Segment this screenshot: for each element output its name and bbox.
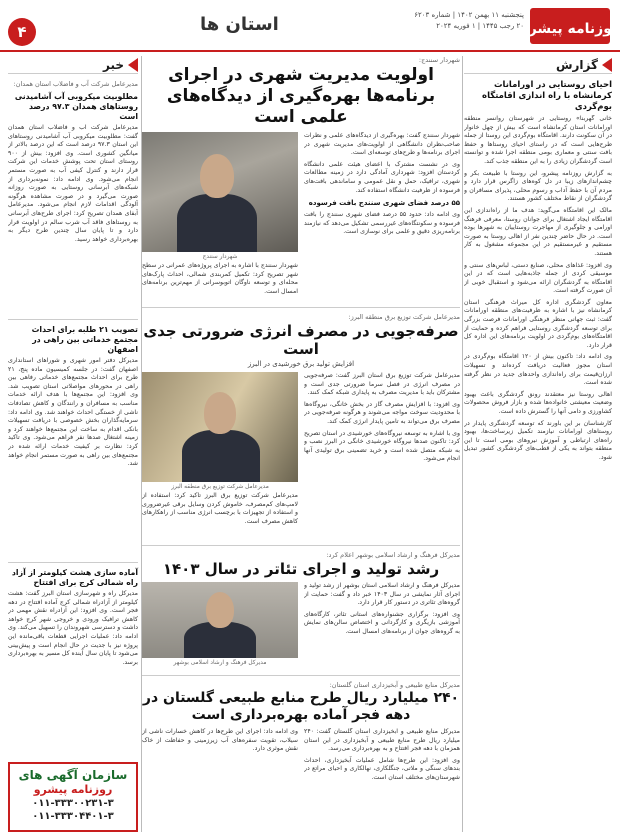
divider xyxy=(142,675,460,676)
story-body xyxy=(304,582,460,670)
ad-title: سازمان آگهی های xyxy=(18,768,128,782)
story-paragraph: وی با اشاره به توسعه نیروگاه‌های خورشیدی در استان تصریح کرد: تاکنون صدها نیروگاه خورشیدی خانگی در البرز نصب و به شبکه متصل شده است و خرید تضمینی برق تولیدی آنها انجام می‌شود. xyxy=(304,429,460,463)
story-paragraph: وی ادامه داد: حدود ۵۵ درصد فضای شهری سنندج را بافت فرسوده و سکونتگاه‌های غیررسمی تشکیل می‌دهد که نیازمند برنامه‌ریزی دقیق و علمی برای نوسازی است. xyxy=(304,211,460,236)
logo-text: وزنامه پیشر xyxy=(530,21,610,37)
story-paragraph: مدیرکل منابع طبیعی و آبخیزداری استان گلستان گفت: ۲۴۰ میلیارد ریال طرح منابع طبیعی و آبخیزداری در این استان همزمان با دهه فجر افتتاح و به بهره‌برداری می‌رسد. xyxy=(304,728,460,753)
story-paragraph: شهردار سنندج گفت: بهره‌گیری از دیدگاه‌های علمی و نظرات صاحب‌نظران دانشگاهی از اولویت‌های مدیریت شهری در اجرای برنامه‌ها و طرح‌های توسعه‌ای است. xyxy=(304,132,460,157)
story-headline: رشد تولید و اجرای تئاتر در سال ۱۴۰۳ xyxy=(162,560,440,578)
story-alborz-power xyxy=(142,313,460,540)
news-tab-label: خبر xyxy=(102,57,124,72)
story-subheadline: افزایش تولید برق خورشیدی در البرز xyxy=(247,360,355,368)
report-paragraph: اهالی روستا نیز معتقدند رونق گردشگری باعث بهبود وضعیت معیشتی خانواده‌ها شده و بازار فروش محصولات کشاورزی و دامی آنها را گسترش داده است. xyxy=(464,390,612,415)
photo-caption: شهردار سنندج xyxy=(202,254,238,260)
ad-subtitle: روزنامه پیشرو xyxy=(33,783,113,796)
report-paragraph: خانی گهربنا» روستایی در شهرستان روانسر منطقه اورامانات استان کرمانشاه است که بیش از چهل خانوار در آن سکونت دارند. اقامتگاه بوم‌گردی این روستا از جمله طرح‌هایی است که در راستای احیای روستاها و حفظ بافت سنتی و معماری بومی منطقه اجرا شده و توانسته است گردشگران زیادی را به این منطقه جذب کند. xyxy=(464,115,612,165)
divider xyxy=(8,319,138,320)
logo-mark-icon xyxy=(530,2,610,50)
story-paragraph: شهردار سنندج با اشاره به اجرای پروژه‌های عمرانی در سطح شهر تصریح کرد: تکمیل کمربندی شمالی، احداث پارک‌های محله‌ای و توسعه ناوگان اتوبوسرانی از مهم‌ترین برنامه‌های امسال است. xyxy=(142,262,298,295)
story-headline: صرفه‌جویی در مصرف انرژی ضرورتی جدی است xyxy=(143,322,459,358)
middle-column xyxy=(142,56,460,832)
news-item-karaj xyxy=(8,568,138,720)
director-photo xyxy=(142,582,298,658)
ad-phone-2[interactable]: ۰۱۱-۳۳۳۰۴۴۰۱-۳ xyxy=(32,811,114,822)
story-body xyxy=(304,372,460,540)
story-kicker: مدیرعامل شرکت توزیع برق منطقه البرز: xyxy=(348,313,460,321)
section-title: استان ها xyxy=(200,14,279,35)
left-column xyxy=(8,56,138,756)
news-item-isfahan xyxy=(8,325,138,557)
section-arrow-icon xyxy=(128,58,138,72)
story-headline: ۲۴۰ میلیارد ریال طرح منابع طبیعی گلستان در دهه فجر آماده بهره‌برداری است xyxy=(142,690,460,723)
mayor-photo xyxy=(142,132,298,252)
issue-date-line: پنجشنبه ۱۱ بهمن ۱۴۰۲ | شماره ۶۲۰۳ xyxy=(414,11,524,19)
report-paragraph: کارشناسان بر این باورند که توسعه گردشگری پایدار در روستاهای اورامانات نیازمند تکمیل زیرساخت‌ها، بهبود راه‌های ارتباطی و آموزش نیروهای بومی است تا این منطقه بتواند به یکی از قطب‌های گردشگری کشور تبدیل شود. xyxy=(464,419,612,461)
news-body: مدیرکل دفتر امور شهری و شوراهای استانداری اصفهان گفت: در جلسه کمیسیون ماده پنج، ۲۱ طرح برای احداث مجتمع‌های خدماتی رفاهی بین راهی در محورهای مواصلاتی استان تصویب شد. وی افزود: این مجتمع‌ها با هدف ارائه خدمات مناسب به مسافران و رانندگان و کاهش تصادفات ناشی از خستگی احداث خواهند شد. وی ادامه داد: سرمایه‌گذاران بخش خصوصی با دریافت تسهیلات بانکی اقدام به ساخت این مجتمع‌ها خواهند کرد و زمینه اشتغال صدها نفر فراهم می‌شود. وی تاکید کرد: نظارت بر کیفیت خدمات ارائه شده در مجتمع‌های بین راهی به صورت مستمر انجام خواهد شد. xyxy=(8,357,138,468)
issue-hijri-line: ۲۰ رجب ۱۴۴۵ | ۱ فوریه ۲۰۲۴ xyxy=(436,22,524,30)
page-number-badge: ۴ xyxy=(8,18,36,46)
news-headline: آماده سازی هشت کیلومتر از آزاد راه شمالی کرج برای افتتاح xyxy=(11,568,138,587)
story-kicker: مدیرکل فرهنگ و ارشاد اسلامی بوشهر اعلام کرد: xyxy=(326,551,460,559)
issue-info xyxy=(414,10,524,32)
story-bushehr-theatre xyxy=(142,551,460,670)
photo-caption: مدیرعامل شرکت توزیع برق منطقه البرز xyxy=(171,484,269,490)
story-paragraph: وی افزود: برگزاری جشنواره‌های استانی تئاتر، کارگاه‌های آموزشی بازیگری و کارگردانی و اختصاص سالن‌های نمایش به گروه‌های جوان از برنامه‌های امسال است. xyxy=(304,610,460,635)
ad-phone-1[interactable]: ۰۱۱-۳۳۳۰۰۲۳۱-۳ xyxy=(32,798,114,809)
report-paragraph: وی افزود: غذاهای محلی، صنایع دستی، لباس‌های سنتی و موسیقی کردی از جمله جاذبه‌هایی است که در این اقامتگاه به گردشگران ارائه می‌شود و استقبال خوبی از آن صورت گرفته است. xyxy=(464,261,612,295)
news-headline: تصویب ۲۱ طلبه برای احداث مجتمع خدماتی بین راهی در اصفهان xyxy=(31,325,138,354)
report-paragraph: معاون گردشگری اداره کل میراث فرهنگی استان کرمانشاه نیز با اشاره به ظرفیت‌های منطقه اورامانات گفت: ثبت جهانی منظر فرهنگی اورامانات فرصت بزرگی برای توسعه گردشگری روستایی فراهم کرده و حمایت از اقامتگاه‌های بوم‌گردی در اولویت برنامه‌های این اداره کل قرار دارد. xyxy=(464,298,612,349)
divider xyxy=(142,307,460,308)
story-sanandaj xyxy=(142,56,460,302)
report-headline: احیای روستایی در اورامانات کرمانشاه با راه اندازی اقامتگاه بوم‌گردی xyxy=(482,80,612,112)
story-golestan xyxy=(142,681,460,788)
divider xyxy=(142,545,460,546)
advertising-box[interactable] xyxy=(8,762,138,832)
section-arrow-icon xyxy=(602,58,612,72)
report-paragraph: به گزارش روزنامه پیشرو، این روستا با طبیعت بکر و چشم‌اندازهای زیبا در دل کوه‌های زاگرس قرار دارد و مردم آن با حفظ آداب و رسوم محلی، پذیرای مسافران و گردشگران از نقاط مختلف کشور هستند. xyxy=(464,169,612,203)
story-body-cont xyxy=(142,262,298,302)
story-headline: اولویت مدیریت شهری در اجرای برنامه‌ها بهره‌گیری از دیدگاه‌های علمی است xyxy=(166,65,436,127)
news-body: مدیرکل راه و شهرسازی استان البرز گفت: هشت کیلومتر از آزادراه شمالی کرج آماده افتتاح در دهه فجر است. وی افزود: این آزادراه نقش مهمی در کاهش ترافیک ورودی و خروجی شهر کرج خواهد داشت و دسترسی شهروندان را تسهیل می‌کند. وی ادامه داد: عملیات اجرایی قطعات باقی‌مانده این پروژه نیز با جدیت در حال انجام است و پیش‌بینی می‌شود تا پایان سال آینده کل مسیر به بهره‌برداری برسد. xyxy=(8,590,138,666)
report-tab-label: گزارش xyxy=(555,57,598,72)
newspaper-logo xyxy=(530,2,610,50)
news-item-hamedan xyxy=(8,80,138,314)
story-body-cont xyxy=(142,492,298,540)
news-body: مدیرعامل شرکت آب و فاضلاب استان همدان گفت: مطلوبیت میکروبی آب آشامیدنی روستاهای این استان ۹۷.۳ درصد است که این درصد بالاتر از میانگین کشوری است. وی افزود: بیش از ۹۰۰ روستای استان تحت پوشش خدمات این شرکت قرار دارند و کنترل کیفی آب به صورت مستمر انجام می‌شود. وی ادامه داد: نمونه‌برداری از شبکه‌های آبرسانی روستایی به صورت روزانه صورت می‌گیرد و در صورت مشاهده هرگونه آلودگی اقدامات لازم انجام می‌شود. مدیرعامل آبفای همدان تصریح کرد: اجرای طرح‌های آبرسانی به روستاهای فاقد آب شرب سالم در اولویت قرار دارد و تا پایان سال چندین طرح دیگر به بهره‌برداری خواهد رسید. xyxy=(8,124,138,243)
news-headline: مطلوبیت میکروبی آب آشامیدنی روستاهای همدان ۹۷.۳ درصد است xyxy=(14,92,138,121)
story-paragraph: مدیرعامل شرکت توزیع برق البرز تاکید کرد: استفاده از لامپ‌های کم‌مصرف، خاموش کردن وسایل برقی غیرضروری و استفاده از تجهیزات با برچسب انرژی مناسب از راهکارهای کاهش مصرف است. xyxy=(142,492,298,525)
ceo-photo xyxy=(142,372,298,482)
story-paragraph: وی در نشست مشترک با اعضای هیئت علمی دانشگاه کردستان افزود: شهرداری آمادگی دارد در زمینه مطالعات شهری، ترافیک، حمل و نقل عمومی و ساماندهی بافت‌های فرسوده از ظرفیت دانشگاه استفاده کند. xyxy=(304,160,460,194)
story-body xyxy=(304,132,460,302)
report-paragraph: مالک این اقامتگاه می‌گوید: هدف ما از راه‌اندازی این اقامتگاه ایجاد اشتغال برای جوانان روستا، معرفی فرهنگ اورامی و جلوگیری از مهاجرت روستاییان به شهرها بوده است. در حال حاضر چندین نفر از اهالی روستا به صورت مستقیم و غیرمستقیم در این مجموعه مشغول به کار هستند. xyxy=(464,206,612,257)
story-body-cont xyxy=(142,728,298,788)
story-body xyxy=(304,728,460,788)
story-paragraph: وی افزود: این طرح‌ها شامل عملیات آبخیزداری، احداث بندهای سنگی و ملاتی، جنگلکاری، نهالکاری و احیای مراتع در شهرستان‌های مختلف استان است. xyxy=(304,756,460,781)
story-paragraph: وی افزود: با افزایش مصرف گاز در بخش خانگی، نیروگاه‌ها با محدودیت سوخت مواجه می‌شوند و هرگونه صرفه‌جویی در مصرف برق می‌تواند به تامین پایدار انرژی کمک کند. xyxy=(304,400,460,425)
news-tab xyxy=(8,56,138,74)
story-pullquote: ۵۵ درصد فضای شهری سنندج بافت فرسوده xyxy=(308,199,460,208)
story-kicker: مدیرکل منابع طبیعی و آبخیزداری استان گلستان: xyxy=(329,681,460,689)
story-paragraph: مدیرکل فرهنگ و ارشاد اسلامی استان بوشهر از رشد تولید و اجرای آثار نمایشی در سال ۱۴۰۳ خبر داد و گفت: حمایت از گروه‌های تئاتری در دستور کار قرار دارد. xyxy=(304,582,460,607)
story-paragraph: وی ادامه داد: اجرای این طرح‌ها در کاهش خسارات ناشی از سیلاب، تقویت سفره‌های آب زیرزمینی و حفاظت از خاک نقش موثری دارد. xyxy=(142,728,298,753)
divider xyxy=(8,562,138,563)
report-paragraph: وی ادامه داد: تاکنون بیش از ۱۲۰ اقامتگاه بوم‌گردی در استان مجوز فعالیت دریافت کرده‌اند و تسهیلات ارزان‌قیمت برای راه‌اندازی واحدهای جدید در نظر گرفته شده است. xyxy=(464,353,612,387)
report-body xyxy=(464,115,612,835)
news-kicker: مدیرعامل شرکت آب و فاضلاب استان همدان: xyxy=(13,80,138,88)
story-paragraph: مدیرعامل شرکت توزیع برق استان البرز گفت: صرفه‌جویی در مصرف انرژی در فصل سرما ضرورتی جدی است و مشترکان باید با مدیریت مصرف به پایداری شبکه کمک کنند. xyxy=(304,372,460,397)
report-tab xyxy=(464,56,612,74)
photo-caption: مدیرکل فرهنگ و ارشاد اسلامی بوشهر xyxy=(173,660,267,666)
column-rule-right xyxy=(462,56,463,832)
story-kicker: شهردار سنندج: xyxy=(418,56,460,64)
right-column xyxy=(464,56,612,832)
masthead xyxy=(0,0,620,52)
